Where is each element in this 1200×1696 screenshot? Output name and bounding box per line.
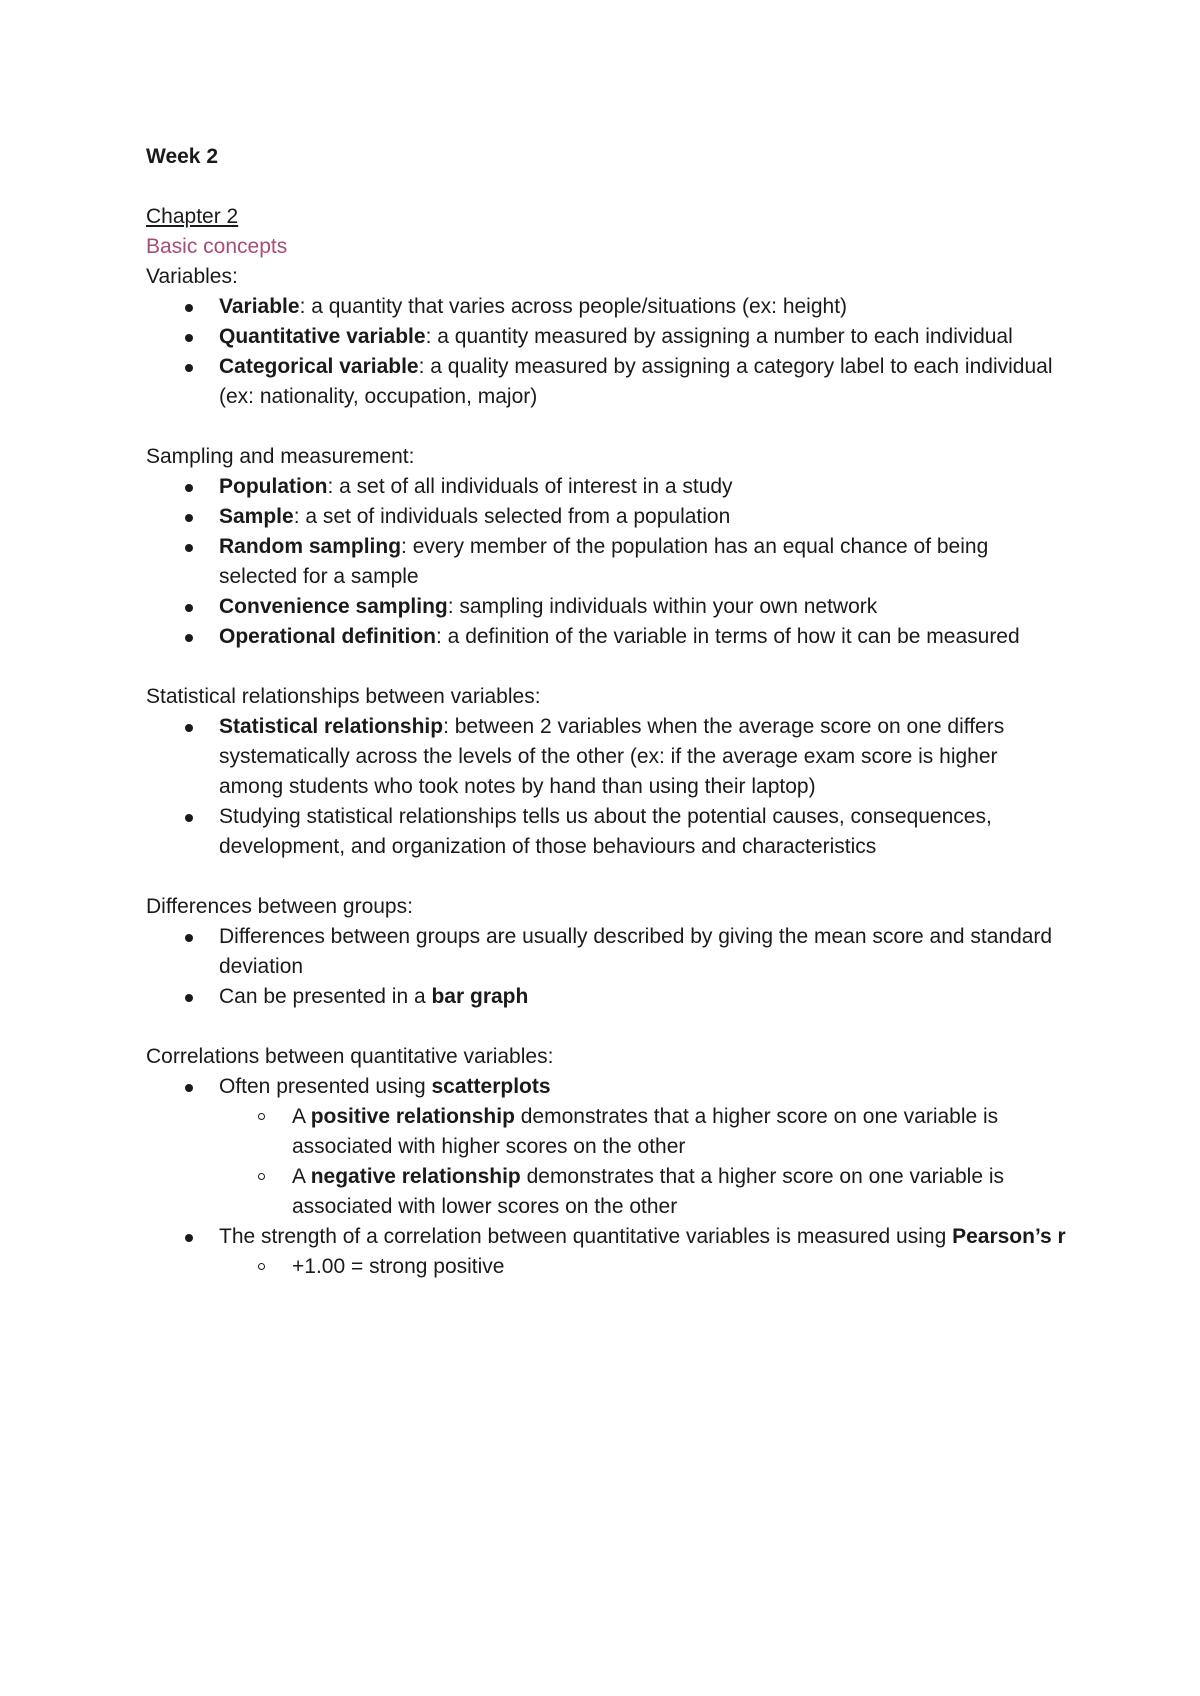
item-term: Statistical relationship	[219, 715, 444, 738]
item-text: Often presented using	[219, 1075, 432, 1098]
item-term: Variable	[219, 295, 300, 318]
item-term: Random sampling	[219, 535, 402, 558]
item-term: negative relationship	[310, 1165, 521, 1188]
item-term: positive relationship	[310, 1105, 515, 1128]
item-text: +1.00 = strong positive	[292, 1255, 505, 1278]
bullet-list	[146, 472, 1066, 652]
item-text: A	[292, 1165, 311, 1188]
list-item	[219, 1222, 1066, 1282]
sub-bullet-list	[219, 1252, 1066, 1282]
item-term: Operational definition	[219, 625, 437, 648]
sub-list-item	[292, 1162, 1066, 1222]
list-item	[219, 352, 1066, 412]
bullet-list	[146, 712, 1066, 862]
document-content	[146, 142, 1066, 1282]
section-heading: Sampling and measurement:	[146, 445, 415, 468]
item-text: : a quantity that varies across people/situations (ex: height)	[299, 295, 848, 318]
section-heading: Statistical relationships between variables:	[146, 685, 541, 708]
item-text: Differences between groups are usually described by giving the mean score and standard deviation	[219, 925, 1053, 978]
sub-list-item	[292, 1102, 1066, 1162]
item-term: scatterplots	[431, 1075, 551, 1098]
section-subtitle: Basic concepts	[146, 235, 288, 258]
item-term: Quantitative variable	[219, 325, 426, 348]
list-item	[219, 472, 1066, 502]
item-text: : a quantity measured by assigning a number to each individual	[425, 325, 1013, 348]
item-text: A	[292, 1105, 311, 1128]
item-term: Population	[219, 475, 328, 498]
list-item	[219, 532, 1066, 592]
list-item	[219, 502, 1066, 532]
item-text: : sampling individuals within your own network	[447, 595, 878, 618]
section-heading: Differences between groups:	[146, 895, 413, 918]
sections-container	[146, 262, 1066, 1282]
item-term: Convenience sampling	[219, 595, 448, 618]
sub-list-item	[292, 1252, 1066, 1282]
item-text: demonstrates that a higher score on one variable is associated with lower scores on the other	[292, 1165, 1005, 1218]
list-item	[219, 322, 1066, 352]
item-text: : a set of individuals selected from a population	[293, 505, 731, 528]
bullet-list	[146, 922, 1066, 1012]
list-item	[219, 1072, 1066, 1222]
bullet-list	[146, 1072, 1066, 1282]
item-text: : a definition of the variable in terms of how it can be measured	[436, 625, 1020, 648]
list-item	[219, 802, 1066, 862]
item-text: demonstrates that a higher score on one variable is associated with higher scores on the other	[292, 1105, 999, 1158]
spacer	[146, 412, 1066, 442]
list-item	[219, 922, 1066, 982]
section-heading: Correlations between quantitative variables:	[146, 1045, 554, 1068]
page-title: Week 2	[146, 145, 218, 168]
spacer	[146, 652, 1066, 682]
item-term: Categorical variable	[219, 355, 419, 378]
item-text: Can be presented in a	[219, 985, 432, 1008]
item-text: : a quality measured by assigning a category label to each individual (ex: nationality, occupation, major)	[219, 355, 1053, 408]
spacer	[146, 172, 1066, 202]
chapter-heading: Chapter 2	[146, 205, 239, 228]
item-term: bar graph	[431, 985, 529, 1008]
item-text: The strength of a correlation between quantitative variables is measured using	[219, 1225, 953, 1248]
list-item	[219, 712, 1066, 802]
bullet-list	[146, 292, 1066, 412]
list-item	[219, 622, 1066, 652]
item-text: : a set of all individuals of interest in a study	[327, 475, 733, 498]
spacer	[146, 1012, 1066, 1042]
item-text: : every member of the population has an equal chance of being selected for a sample	[219, 535, 989, 588]
item-term: Sample	[219, 505, 294, 528]
item-term: Pearson’s r	[952, 1225, 1066, 1248]
item-text: Studying statistical relationships tells us about the potential causes, consequences, development, and organization of those behaviours and characteristics	[219, 805, 992, 858]
sub-bullet-list	[219, 1102, 1066, 1222]
list-item	[219, 592, 1066, 622]
section-heading: Variables:	[146, 265, 238, 288]
list-item	[219, 292, 1066, 322]
spacer	[146, 862, 1066, 892]
list-item	[219, 982, 1066, 1012]
item-text: : between 2 variables when the average score on one differs systematically across the levels of the other (ex: if the average exam score is higher among students who took notes by hand than using their laptop)	[219, 715, 1005, 798]
